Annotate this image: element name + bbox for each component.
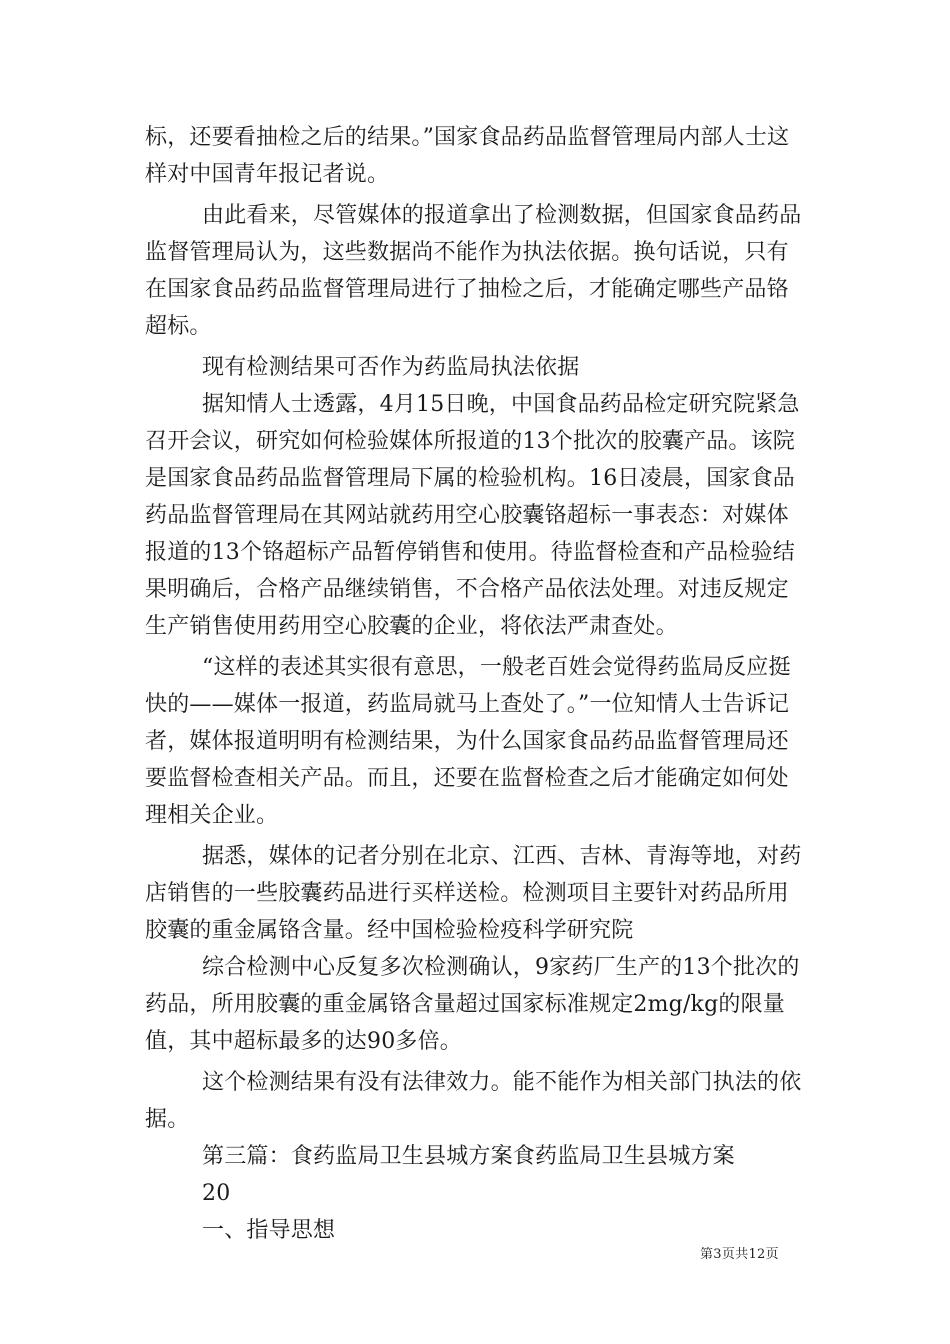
chapter-title: 第三篇：食药监局卫生县城方案食药监局卫生县城方案 <box>202 1144 735 1169</box>
paragraph: 这个检测结果有没有法律效力。能不能作为相关部门执法的依据。 <box>145 1070 802 1132</box>
paragraph: “这样的表述其实很有意思，一般老百姓会觉得药监局反应挺快的——媒体一报道，药监局就马上查处了。”一位知情人士告诉记者，媒体报道明明有检测结果，为什么国家食品药品监督管理局还要监督检查相关产品。而且，还要在监督检查之后才能确定如何处理相关企业。 <box>145 655 791 828</box>
section-heading: 现有检测结果可否作为药监局执法依据 <box>202 355 580 380</box>
paragraph: 20 <box>202 1181 231 1206</box>
paragraph: 由此看来，尽管媒体的报道拿出了检测数据，但国家食品药品监督管理局认为，这些数据尚不能作为执法依据。换句话说，只有在国家食品药品监督管理局进行了抽检之后，才能确定哪些产品铬超标。 <box>145 203 802 339</box>
page-number: 第3页共12页 <box>700 1247 779 1262</box>
paragraph: 据悉，媒体的记者分别在北京、江西、吉林、青海等地，对药店销售的一些胶囊药品进行买样送检。检测项目主要针对药品所用胶囊的重金属铬含量。经中国检验检疫科学研究院 <box>145 844 802 943</box>
paragraph: 综合检测中心反复多次检测确认，9家药厂生产的13个批次的药品，所用胶囊的重金属铬含量超过国家标准规定2mg/kg的限量值，其中超标最多的达90多倍。 <box>145 955 800 1054</box>
paragraph: 标，还要看抽检之后的结果。”国家食品药品监督管理局内部人士这样对中国青年报记者说。 <box>145 125 790 187</box>
paragraph: 据知情人士透露，4月15日晚，中国食品药品检定研究院紧急召开会议，研究如何检验媒体所报道的13个批次的胶囊产品。该院是国家食品药品监督管理局下属的检验机构。16日凌晨，国家食品药品监督管理局在其网站就药用空心胶囊铬超标一事表态：对媒体报道的13个铬超标产品暂停销售和使用。待监督检查和产品检验结果明确后，合格产品继续销售，不合格产品依法处理。对违反规定生产销售使用药用空心胶囊的企业，将依法严肃查处。 <box>145 392 800 639</box>
section-heading: 一、指导思想 <box>202 1218 336 1243</box>
document-body <box>145 119 810 1249</box>
